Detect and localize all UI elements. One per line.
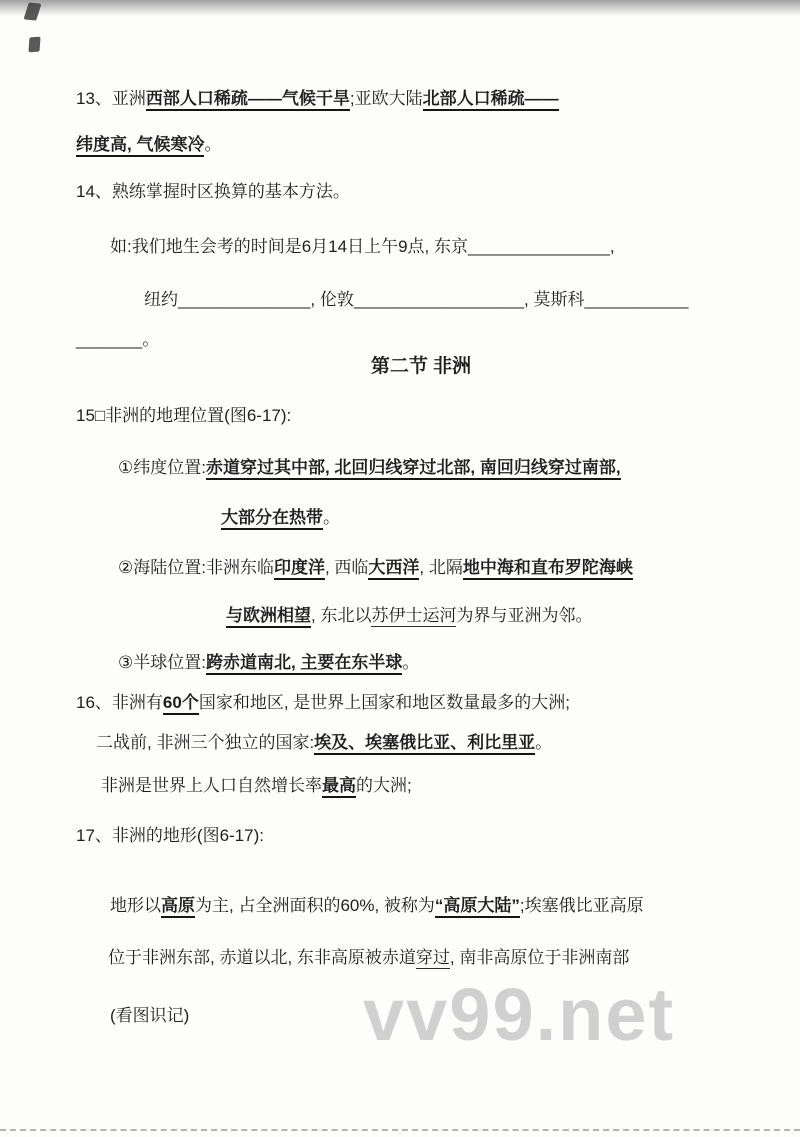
- key-term: 大部分在热带: [221, 508, 323, 530]
- item-17-paragraph-line-1: [110, 895, 766, 917]
- key-term: 穿过: [415, 948, 450, 967]
- key-term: “高原大陆”: [435, 896, 520, 918]
- text-segment: ,: [609, 237, 615, 256]
- item-13-line-2: [76, 134, 766, 156]
- text-segment: , 南非高原位于非洲南部: [449, 948, 630, 967]
- item-13-line-1: [76, 88, 766, 110]
- text-segment: 纽约: [144, 290, 178, 309]
- item-14-example-line: [110, 236, 766, 258]
- text-segment: 的大洲;: [356, 776, 412, 795]
- scan-artifact: [28, 37, 40, 53]
- text-segment: 。: [142, 330, 160, 349]
- item-16-line-3: [101, 775, 766, 797]
- section-heading: [76, 355, 766, 379]
- item-17-line-1: [76, 825, 766, 847]
- text-segment: 为界与亚洲为邻。: [456, 606, 593, 625]
- text-segment: ①纬度位置:: [118, 458, 206, 477]
- text-segment: 。: [535, 733, 553, 752]
- key-term: 与欧洲相望: [226, 606, 311, 628]
- document-content: [76, 88, 766, 1027]
- text-segment: 如:我们地生会考的时间是6月14日上午9点, 东京: [110, 237, 468, 256]
- text-segment: 16、非洲有: [76, 693, 163, 712]
- key-term: 赤道穿过其中部, 北回归线穿过北部, 南回归线穿过南部,: [206, 458, 621, 480]
- scan-edge-bottom: [0, 1129, 800, 1131]
- scan-edge-top: [0, 0, 800, 16]
- text-segment: 13、亚洲: [76, 89, 146, 108]
- item-17-paragraph-line-2: [108, 947, 766, 969]
- text-segment: , 伦敦: [310, 290, 354, 309]
- text-segment: ②海陆位置:非洲东临: [118, 558, 274, 577]
- text-segment: ;亚欧大陆: [349, 89, 423, 108]
- item-15-latitude-line-1: [118, 457, 766, 479]
- key-term: 苏伊士运河: [371, 606, 457, 625]
- key-term: 跨赤道南北, 主要在东半球: [206, 653, 402, 675]
- key-term: 纬度高, 气候寒冷: [76, 135, 204, 157]
- item-14-blank-end-line: [76, 329, 766, 351]
- text-segment: 非洲是世界上人口自然增长率: [101, 776, 322, 795]
- item-15-latitude-line-2: [221, 507, 766, 529]
- key-term: 印度洋: [274, 558, 325, 580]
- text-segment: 17、非洲的地形(图6-17):: [76, 826, 264, 845]
- text-segment: 14、熟练掌握时区换算的基本方法。: [76, 182, 350, 201]
- item-16-line-2: [96, 732, 766, 754]
- item-15-line-1: [76, 405, 766, 427]
- text-segment: 地形以: [110, 896, 161, 915]
- text-segment: 。: [402, 653, 420, 672]
- text-segment: , 西临: [324, 558, 369, 577]
- item-14-blanks-line: [144, 289, 766, 311]
- item-14-line-1: [76, 181, 766, 203]
- item-15-sea-land-line-2: [226, 605, 766, 627]
- text-segment: 15□非洲的地理位置(图6-17):: [76, 406, 292, 425]
- item-15-sea-land-line-1: [118, 557, 766, 579]
- text-segment: 位于非洲东部, 赤道以北, 东非高原被赤道: [108, 948, 416, 967]
- key-term: 大西洋: [368, 558, 419, 580]
- text-segment: , 东北以: [311, 606, 372, 625]
- blank-line: _______________: [468, 237, 610, 256]
- watermark: vv99.net: [363, 973, 676, 1056]
- text-segment: 。: [323, 508, 340, 527]
- text-segment: 。: [204, 135, 222, 154]
- section-title: 第二节 非洲: [370, 356, 472, 377]
- key-term: 最高: [322, 776, 356, 798]
- text-segment: 为主, 占全洲面积的60%, 被称为: [195, 896, 435, 915]
- item-16-line-1: [76, 692, 766, 714]
- key-term: 60个: [163, 693, 199, 715]
- text-segment: 国家和地区, 是世界上国家和地区数量最多的大洲;: [198, 693, 571, 712]
- blank-line: __________________: [353, 290, 525, 309]
- key-term: 地中海和直布罗陀海峡: [463, 558, 633, 580]
- blank-line: _______: [76, 330, 143, 349]
- key-term: 北部人口稀疏——: [423, 89, 559, 111]
- key-term: 西部人口稀疏——气候干旱: [146, 89, 350, 111]
- text-segment: , 北隔: [419, 558, 463, 577]
- blank-line: ___________: [584, 290, 689, 309]
- key-term: 埃及、埃塞俄比亚、利比里亚: [314, 733, 535, 755]
- item-15-hemisphere-line: [118, 652, 766, 674]
- text-segment: ③半球位置:: [118, 653, 206, 672]
- text-segment: ;埃塞俄比亚高原: [519, 896, 644, 915]
- blank-line: ______________: [178, 290, 311, 309]
- text-segment: , 莫斯科: [524, 290, 585, 309]
- text-segment: 二战前, 非洲三个独立的国家:: [96, 733, 315, 752]
- text-segment: (看图识记): [110, 1006, 190, 1025]
- key-term: 高原: [161, 896, 195, 918]
